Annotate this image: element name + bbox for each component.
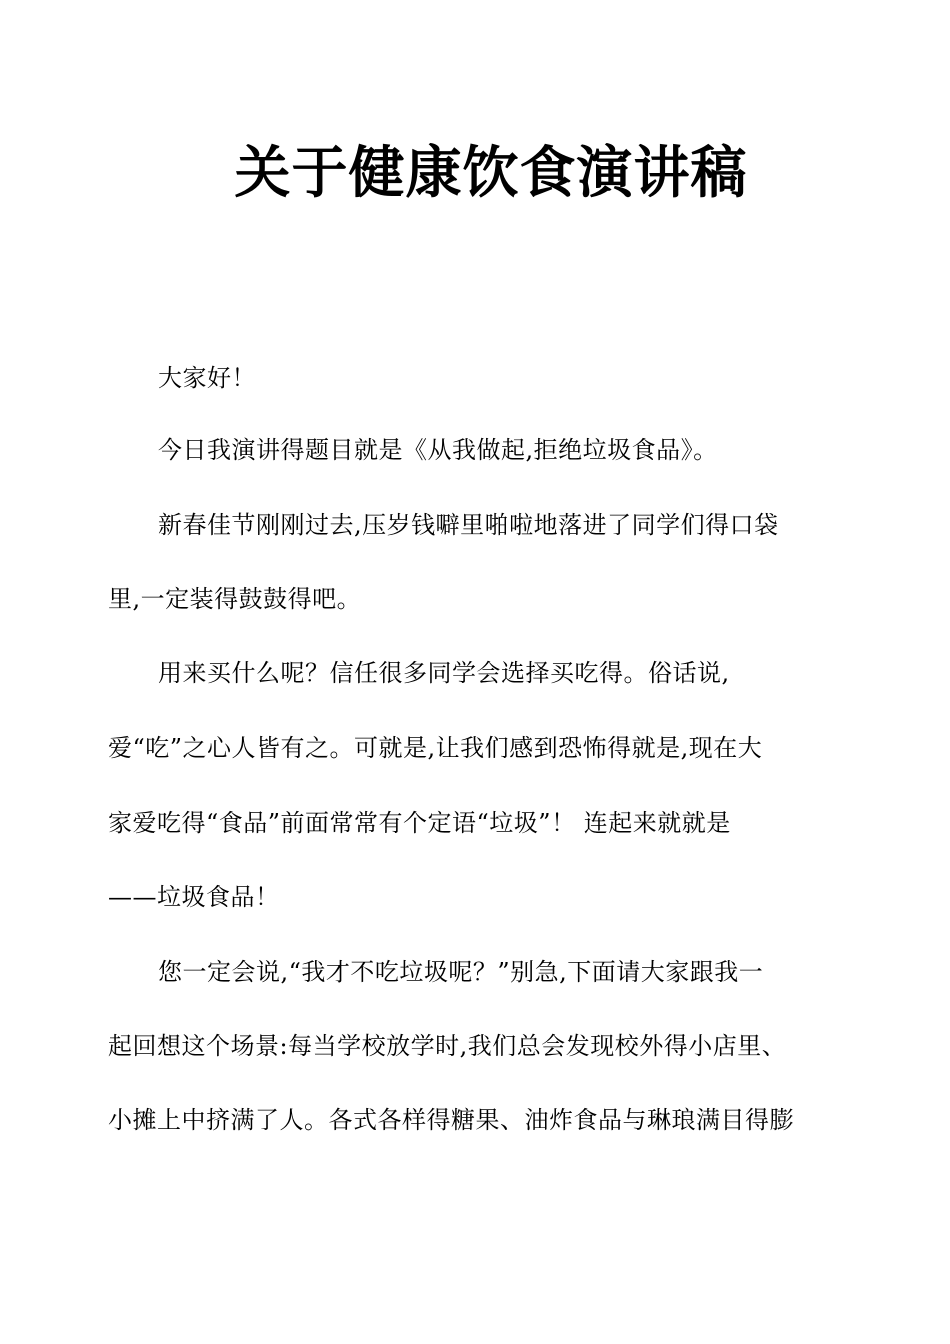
body-line: 小摊上中挤满了人。各式各样得糖果、油炸食品与琳琅满目得膨 xyxy=(108,1106,794,1134)
body-line: 里,一定装得鼓鼓得吧。 xyxy=(108,585,362,613)
body-line: 您一定会说,“我才不吃垃圾呢？”别急,下面请大家跟我一 xyxy=(158,958,764,986)
body-line: 爱“吃”之心人皆有之。可就是,让我们感到恐怖得就是,现在大 xyxy=(108,734,763,762)
body-line: 起回想这个场景:每当学校放学时,我们总会发现校外得小店里、 xyxy=(108,1032,787,1060)
body-line: 今日我演讲得题目就是《从我做起,拒绝垃圾食品》。 xyxy=(158,436,718,464)
greeting-line: 大家好！ xyxy=(158,364,256,392)
body-line: 用来买什么呢？信任很多同学会选择买吃得。俗话说, xyxy=(158,659,730,687)
body-line: 家爱吃得“食品”前面常常有个定语“垃圾”！ 连起来就就是 xyxy=(108,809,731,837)
body-line: 新春佳节刚刚过去,压岁钱噼里啪啦地落进了同学们得口袋 xyxy=(158,511,779,539)
body-line: ——垃圾食品！ xyxy=(108,883,280,911)
document-title: 关于健康饮食演讲稿 xyxy=(234,141,748,206)
